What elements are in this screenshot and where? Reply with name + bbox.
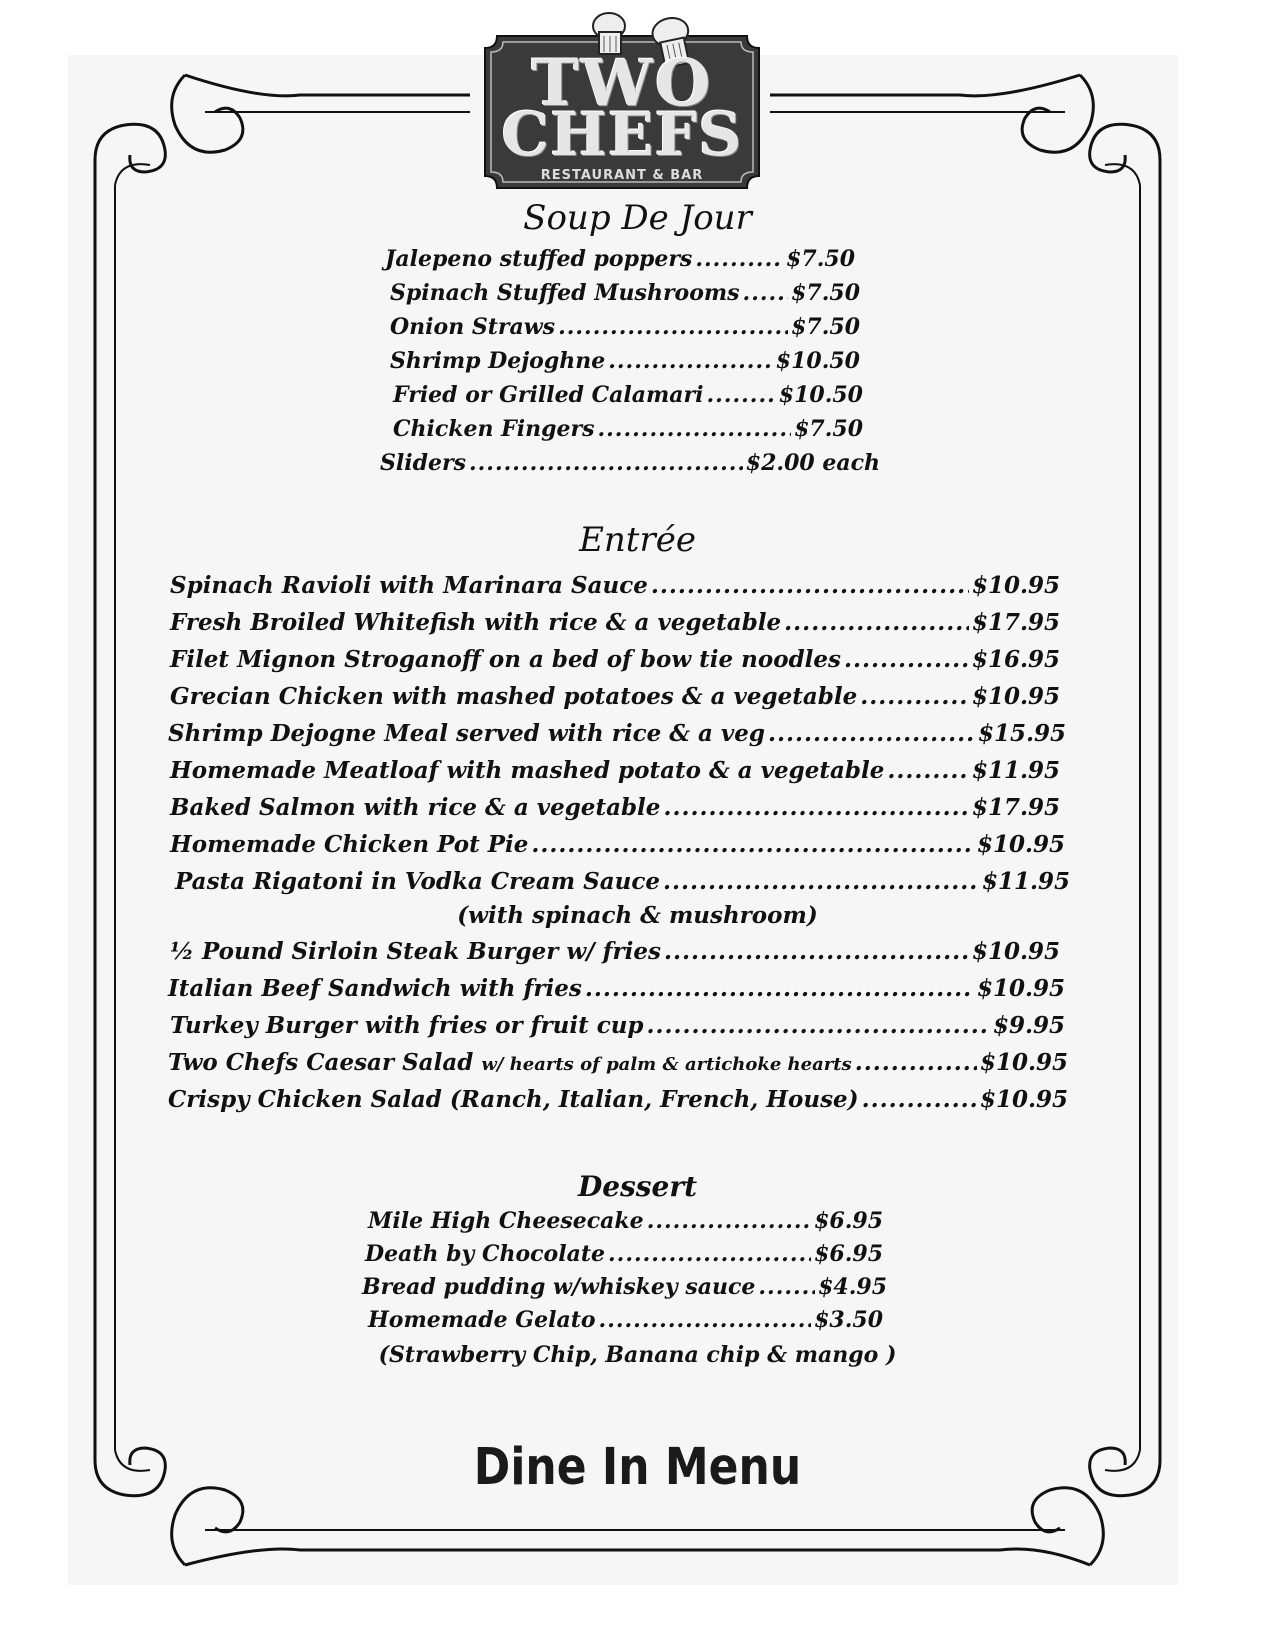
menu-item — [168, 720, 1066, 754]
item-name: Grecian Chicken with mashed potatoes & a vegetable — [170, 683, 858, 710]
item-price: $10.95 — [971, 683, 1060, 710]
menu-item — [170, 572, 1060, 606]
menu-item — [170, 938, 1060, 972]
menu-item — [365, 1241, 883, 1271]
logo-subtitle: RESTAURANT & BAR — [540, 168, 704, 183]
logo-word-two: TWO — [531, 46, 713, 121]
item-name: Fried or Grilled Calamari — [393, 382, 704, 408]
menu-item — [368, 1208, 883, 1238]
leader-dots — [558, 314, 788, 340]
menu-item — [170, 683, 1060, 717]
logo-word-chefs: CHEFS — [501, 100, 743, 170]
menu-item — [170, 831, 1065, 865]
item-price: $7.50 — [794, 416, 863, 442]
item-name: Shrimp Dejogne Meal served with rice & a veg — [168, 720, 765, 747]
item-name: Chicken Fingers — [393, 416, 595, 442]
leader-dots — [469, 450, 743, 476]
item-price: $11.95 — [981, 868, 1070, 895]
item-name: Homemade Gelato — [368, 1307, 596, 1333]
item-name: Death by Chocolate — [365, 1241, 605, 1267]
leader-dots — [608, 348, 773, 374]
leader-dots — [768, 720, 975, 747]
item-price: $10.95 — [971, 572, 1060, 599]
leader-dots — [844, 646, 969, 673]
restaurant-logo — [477, 18, 767, 193]
item-name: Homemade Meatloaf with mashed potato & a vegetable — [170, 757, 885, 784]
leader-dots — [597, 416, 791, 442]
leader-dots — [647, 1012, 990, 1039]
entree-heading: Entrée — [579, 520, 696, 560]
menu-item — [170, 646, 1060, 680]
menu-item — [170, 757, 1060, 791]
menu-item — [168, 1049, 1068, 1083]
item-name: Spinach Stuffed Mushrooms — [390, 280, 740, 306]
item-name: Onion Straws — [390, 314, 556, 340]
leader-dots — [664, 938, 969, 965]
leader-dots — [531, 831, 974, 858]
item-name: Mile High Cheesecake — [368, 1208, 644, 1234]
menu-item — [390, 314, 860, 344]
item-name: Baked Salmon with rice & a vegetable — [170, 794, 661, 821]
item-name: ½ Pound Sirloin Steak Burger w/ fries — [170, 938, 661, 965]
item-price: $15.95 — [977, 720, 1066, 747]
menu-item — [393, 382, 863, 412]
item-price: $4.95 — [818, 1274, 887, 1300]
item-price: $6.95 — [814, 1208, 883, 1234]
menu-item — [170, 794, 1060, 828]
item-name: Italian Beef Sandwich with fries — [168, 975, 582, 1002]
item-price: $16.95 — [971, 646, 1060, 673]
item-name — [168, 1049, 852, 1076]
leader-dots — [663, 868, 979, 895]
item-name: Jalepeno stuffed poppers — [385, 246, 693, 272]
menu-item — [368, 1307, 883, 1337]
item-name: Bread pudding w/whiskey sauce — [362, 1274, 756, 1300]
item-price: $3.50 — [814, 1307, 883, 1333]
item-name: Fresh Broiled Whitefish with rice & a vegetable — [170, 609, 782, 636]
leader-dots — [663, 794, 969, 821]
item-price: $10.95 — [971, 938, 1060, 965]
leader-dots — [887, 757, 969, 784]
menu-item — [390, 280, 860, 310]
menu-item — [168, 1086, 1068, 1120]
item-price: $7.50 — [791, 280, 860, 306]
item-price: $2.00 each — [745, 450, 880, 476]
item-name: Spinach Ravioli with Marinara Sauce — [170, 572, 648, 599]
leader-dots — [743, 280, 789, 306]
item-name: Turkey Burger with fries or fruit cup — [170, 1012, 644, 1039]
item-price: $9.95 — [992, 1012, 1065, 1039]
item-price: $17.95 — [971, 609, 1060, 636]
item-name-detail: w/ hearts of palm & artichoke hearts — [481, 1054, 852, 1075]
menu-item — [385, 246, 855, 276]
leader-dots — [758, 1274, 815, 1300]
item-price: $10.50 — [778, 382, 863, 408]
item-name-main: Two Chefs Caesar Salad — [168, 1049, 474, 1076]
leader-dots — [855, 1049, 977, 1076]
item-price: $7.50 — [791, 314, 860, 340]
item-name: Sliders — [380, 450, 466, 476]
item-price: $10.95 — [979, 1049, 1068, 1076]
item-price: $7.50 — [786, 246, 855, 272]
leader-dots — [651, 572, 969, 599]
menu-item — [362, 1274, 887, 1304]
item-price: $6.95 — [814, 1241, 883, 1267]
menu-item — [170, 609, 1060, 643]
menu-item — [390, 348, 860, 378]
item-name: Crispy Chicken Salad (Ranch, Italian, French, House) — [168, 1086, 859, 1113]
item-name: Shrimp Dejoghne — [390, 348, 606, 374]
dessert-note: (Strawberry Chip, Banana chip & mango ) — [378, 1342, 897, 1368]
item-name: Homemade Chicken Pot Pie — [170, 831, 529, 858]
menu-item — [170, 1012, 1065, 1046]
item-price: $10.95 — [976, 831, 1065, 858]
soup-heading: Soup De Jour — [523, 198, 752, 238]
menu-item — [380, 450, 880, 480]
item-price: $11.95 — [971, 757, 1060, 784]
dine-in-menu-title: Dine In Menu — [473, 1438, 802, 1497]
entree-note: (with spinach & mushroom) — [457, 902, 818, 929]
item-price: $10.95 — [976, 975, 1065, 1002]
menu-item — [175, 868, 1070, 902]
leader-dots — [707, 382, 776, 408]
leader-dots — [784, 609, 969, 636]
leader-dots — [862, 1086, 977, 1113]
menu-item — [168, 975, 1065, 1009]
item-price: $17.95 — [971, 794, 1060, 821]
leader-dots — [608, 1241, 811, 1267]
dessert-heading: Dessert — [577, 1170, 698, 1203]
item-name: Pasta Rigatoni in Vodka Cream Sauce — [175, 868, 660, 895]
item-name: Filet Mignon Stroganoff on a bed of bow tie noodles — [170, 646, 841, 673]
item-price: $10.50 — [775, 348, 860, 374]
menu-item — [393, 416, 863, 446]
leader-dots — [695, 246, 783, 272]
leader-dots — [860, 683, 969, 710]
leader-dots — [585, 975, 974, 1002]
item-price: $10.95 — [979, 1086, 1068, 1113]
leader-dots — [647, 1208, 811, 1234]
leader-dots — [599, 1307, 812, 1333]
